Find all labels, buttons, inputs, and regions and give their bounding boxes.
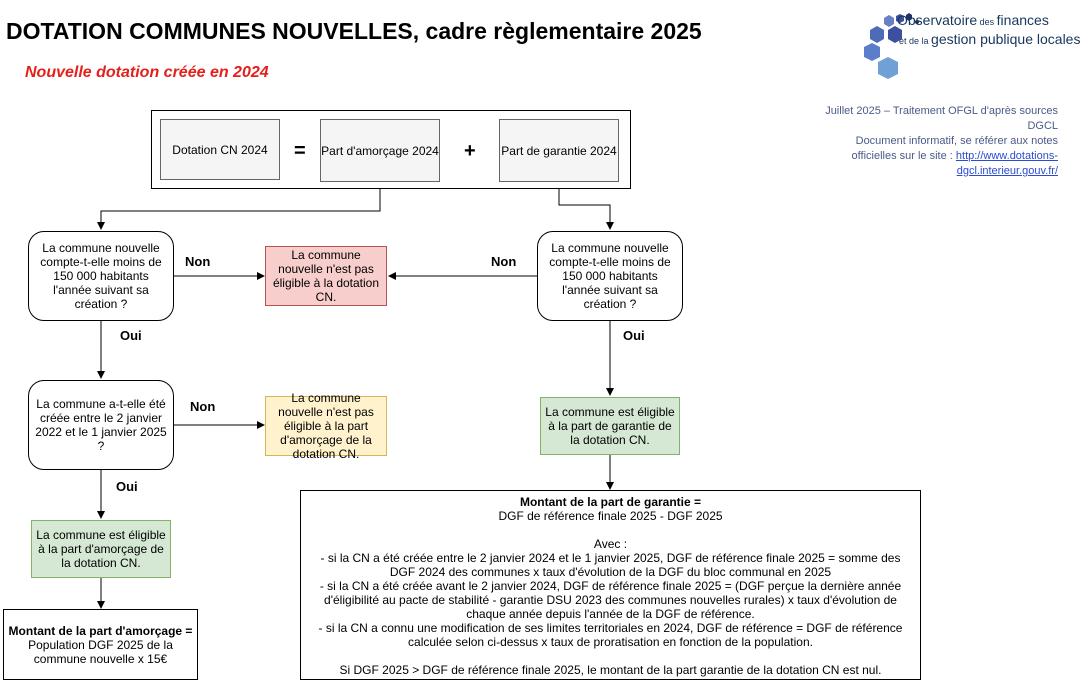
eligible-amorcage-box: La commune est éligible à la part d'amorçage de la dotation CN. xyxy=(31,520,171,578)
left-question-creation-date: La commune a-t-elle été créée entre le 2 janvier 2022 et le 1 janvier 2025 ? xyxy=(28,380,174,470)
not-eligible-dotation-box: La commune nouvelle n'est pas éligible à la dotation CN. xyxy=(265,246,387,306)
logo-word-observatoire: Observatoire xyxy=(897,12,978,28)
montant-garantie-box xyxy=(300,490,921,680)
montant-amorcage-formula: Population DGF 2025 de la commune nouvelle x 15€ xyxy=(28,637,173,666)
right-q1-yes-label: Oui xyxy=(623,328,645,343)
montant-garantie-formula: DGF de référence finale 2025 - DGF 2025 xyxy=(498,509,723,523)
garantie-case-3: - si la CN a connu une modification de ses limites territoriales en 2024, DGF de référence = DGF de référence calculée selon ci-dessus x taux de proratisation en fonction de la population. xyxy=(318,621,903,649)
source-note-date: Juillet 2025 – Traitement OFGL d'après sources DGCL xyxy=(825,105,1058,132)
dotations-link[interactable]: http://www.dotations-dgcl.interieur.gouv.fr/ xyxy=(955,150,1058,177)
equals-sign: = xyxy=(294,140,306,162)
source-note xyxy=(820,104,1058,179)
left-q1-no-label: Non xyxy=(185,254,211,269)
montant-garantie-title: Montant de la part de garantie = xyxy=(519,495,702,509)
plus-sign: + xyxy=(464,140,476,162)
garantie-case-1: - si la CN a été créée entre le 2 janvier 2024 et le 1 janvier 2025, DGF de référence finale 2025 = somme des DGF 2024 des communes x taux d'évolution de la DGF du bloc communal en 2025 xyxy=(320,551,901,579)
logo-word-et-de-la: et de la xyxy=(899,36,932,46)
garantie-case-2: - si la CN a été créée avant le 2 janvier 2024, DGF de référence finale 2025 = (DGF perçue la dernière année d'éligibilité au pacte de stabilité - garantie DSU 2023 des communes nouvelles rurales) x taux d'évolution de chaque année depuis l'année de la DGF de référence. xyxy=(319,579,902,621)
part-amorcage-box: Part d'amorçage 2024 xyxy=(320,119,440,182)
not-eligible-amorcage-box: La commune nouvelle n'est pas éligible à la part d'amorçage de la dotation CN. xyxy=(265,396,387,456)
connector-garantie-to-q1 xyxy=(559,182,610,229)
dotation-cn-total-box: Dotation CN 2024 xyxy=(160,119,280,180)
ofgl-logo-text xyxy=(897,12,1087,50)
left-q2-no-label: Non xyxy=(190,399,216,414)
page-subtitle: Nouvelle dotation créée en 2024 xyxy=(25,64,269,81)
right-question-population: La commune nouvelle compte-t-elle moins de 150 000 habitants l'année suivant sa création ? xyxy=(537,231,683,321)
left-q2-yes-label: Oui xyxy=(116,479,138,494)
montant-amorcage-title: Montant de la part d'amorçage = xyxy=(8,623,193,638)
logo-word-finances: finances xyxy=(996,12,1049,28)
right-q1-no-label: Non xyxy=(491,254,517,269)
left-question-population: La commune nouvelle compte-t-elle moins de 150 000 habitants l'année suivant sa création ? xyxy=(28,231,174,321)
part-garantie-box: Part de garantie 2024 xyxy=(499,119,619,182)
garantie-conclusion: Si DGF 2025 > DGF de référence finale 2025, le montant de la part garantie de la dotation CN est nul. xyxy=(339,663,882,677)
montant-amorcage-box xyxy=(3,609,198,680)
montant-garantie-avec: Avec : xyxy=(593,537,628,551)
logo-word-gestion: gestion publique locales xyxy=(931,31,1081,47)
connector-amorcage-to-q1 xyxy=(101,182,380,229)
page-title: DOTATION COMMUNES NOUVELLES, cadre règlementaire 2025 xyxy=(6,18,702,44)
source-note-disclaimer: Document informatif, se référer aux notes officielles sur le site : xyxy=(851,135,1058,162)
logo-word-des: des xyxy=(977,17,997,27)
eligible-garantie-box: La commune est éligible à la part de garantie de la dotation CN. xyxy=(540,397,680,455)
left-q1-yes-label: Oui xyxy=(120,328,142,343)
